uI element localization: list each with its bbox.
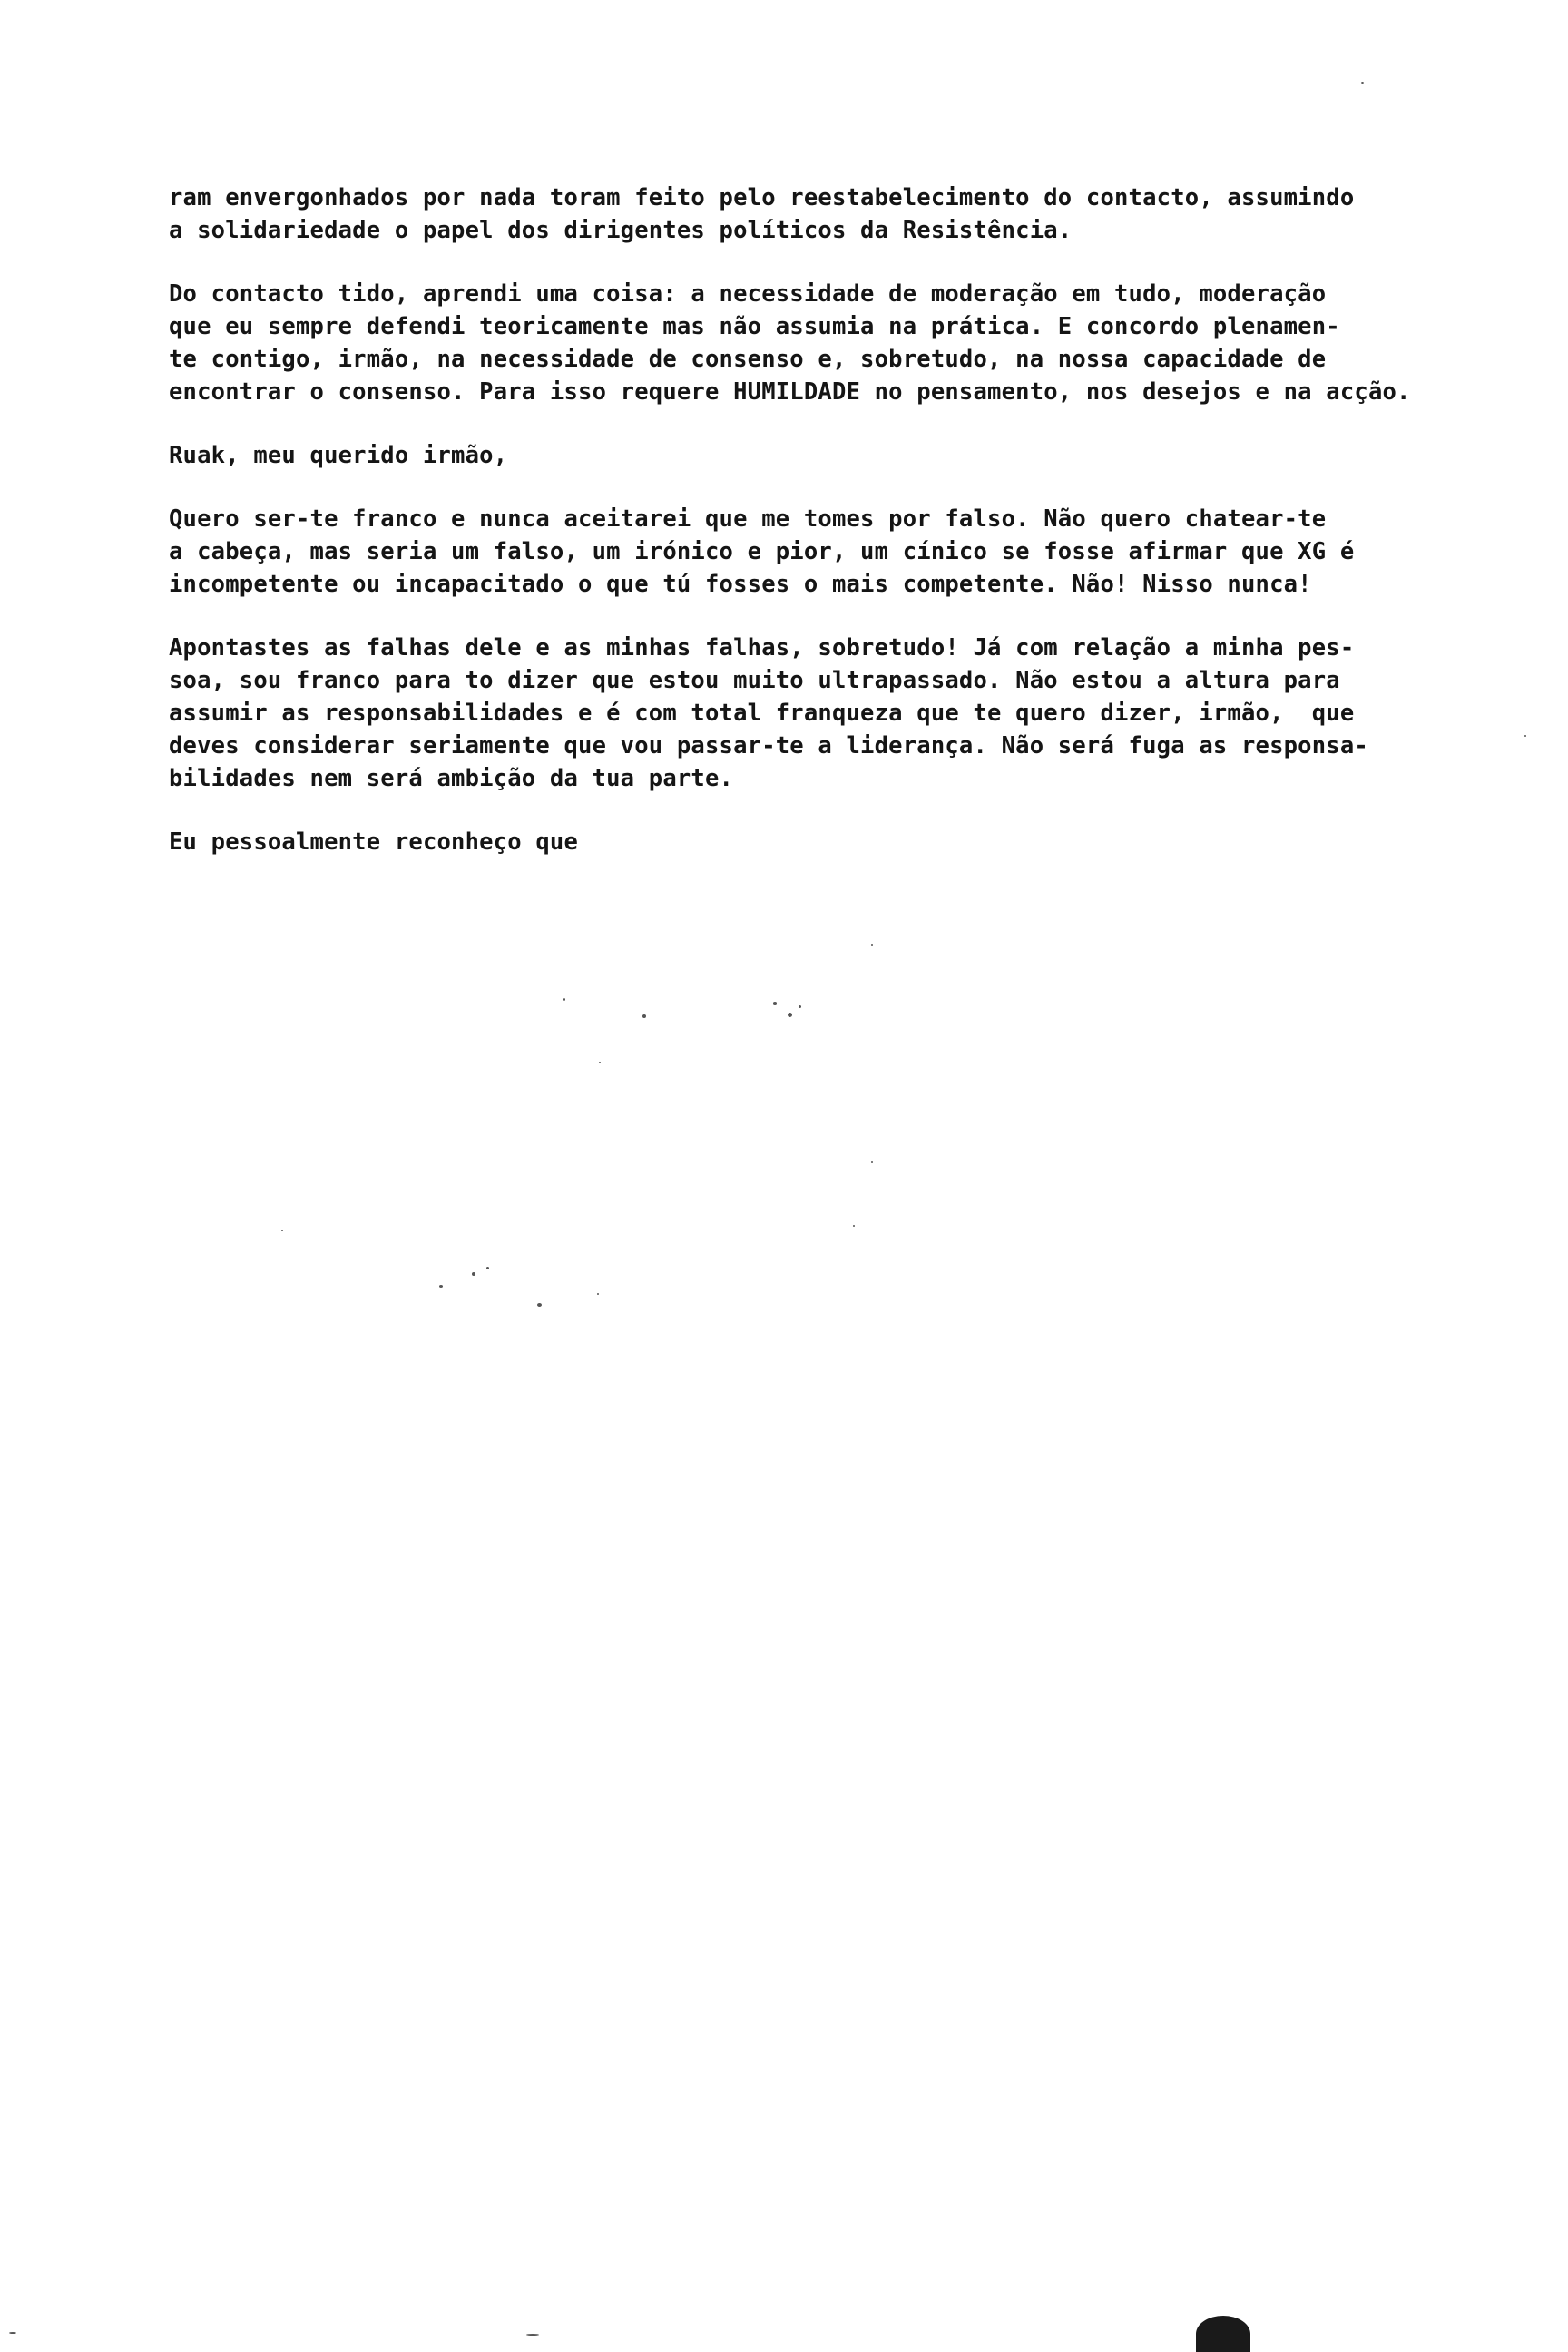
paragraph-4 (169, 632, 1512, 795)
scan-speck (1524, 735, 1526, 737)
paragraph-1 (169, 181, 1512, 247)
text-line: encontrar o consenso. Para isso requere HUMILDADE no pensamento, nos desejos e na acção. (169, 378, 1411, 406)
letter-body (169, 181, 1512, 858)
paragraph-3 (169, 503, 1512, 601)
scan-speck (599, 1062, 601, 1063)
text-line: que eu sempre defendi teoricamente mas não assumia na prática. E concordo plenamen- (169, 313, 1340, 340)
scan-speck (537, 1303, 542, 1307)
scan-speck (486, 1267, 489, 1269)
text-line: Apontastes as falhas dele e as minhas falhas, sobretudo! Já com relação a minha pes- (169, 634, 1355, 662)
paragraph-2 (169, 278, 1512, 408)
text-line: deves considerar seriamente que vou passar-te a liderança. Não será fuga as responsa- (169, 732, 1368, 760)
scan-speck (853, 1225, 855, 1227)
scan-speck (871, 1161, 873, 1163)
text-line: Eu pessoalmente reconheço que (169, 828, 579, 856)
salutation (169, 439, 1512, 472)
scan-speck (9, 2332, 16, 2334)
text-line: Ruak, meu querido irmão, (169, 442, 508, 469)
scan-speck (472, 1272, 475, 1276)
ink-blot (1196, 2316, 1250, 2352)
scan-speck (788, 1013, 792, 1017)
scan-speck (597, 1293, 599, 1295)
text-line: incompetente ou incapacitado o que tú fosses o mais competente. Não! Nisso nunca! (169, 571, 1312, 598)
text-line: Do contacto tido, aprendi uma coisa: a necessidade de moderação em tudo, moderação (169, 280, 1327, 308)
text-line: ram envergonhados por nada toram feito pelo reestabelecimento do contacto, assumindo (169, 184, 1355, 211)
scan-speck (563, 998, 565, 1001)
scan-speck (1361, 82, 1364, 84)
text-line: bilidades nem será ambição da tua parte. (169, 765, 734, 792)
text-line: a solidariedade o papel dos dirigentes políticos da Resistência. (169, 217, 1073, 244)
text-line: Quero ser-te franco e nunca aceitarei que me tomes por falso. Não quero chatear-te (169, 505, 1327, 533)
scan-speck (773, 1002, 777, 1004)
text-line: te contigo, irmão, na necessidade de consenso e, sobretudo, na nossa capacidade de (169, 346, 1327, 373)
scan-speck (871, 944, 873, 946)
scan-speck (526, 2334, 539, 2336)
text-line: assumir as responsabilidades e é com total franqueza que te quero dizer, irmão, que (169, 700, 1355, 727)
scan-speck (281, 1230, 283, 1231)
scan-speck (439, 1285, 443, 1288)
scan-speck (799, 1005, 801, 1008)
scan-speck (642, 1014, 646, 1018)
text-line: soa, sou franco para to dizer que estou muito ultrapassado. Não estou a altura para (169, 667, 1340, 694)
text-line: a cabeça, mas seria um falso, um irónico e pior, um cínico se fosse afirmar que XG é (169, 538, 1355, 565)
paragraph-5 (169, 826, 1512, 858)
